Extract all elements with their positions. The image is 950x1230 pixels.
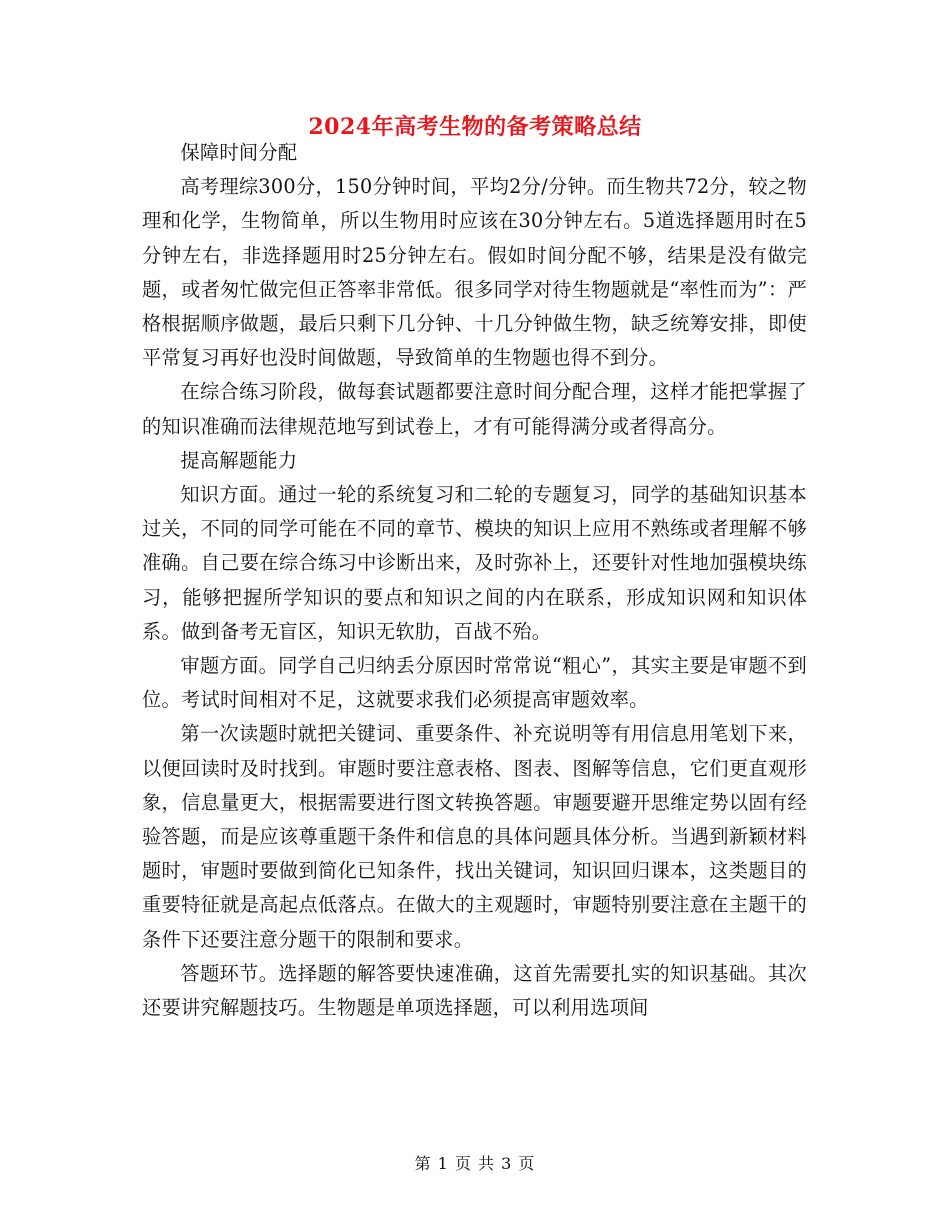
paragraph: 审题方面。同学自己归纳丢分原因时常常说“粗心”，其实主要是审题不到位。考试时间相对不足，这就要求我们必须提高审题效率。 (142, 654, 807, 712)
document-body (142, 136, 807, 1025)
section-heading-ability: 提高解题能力 (180, 448, 298, 472)
paragraph: 第一次读题时就把关键词、重要条件、补充说明等有用信息用笔划下来，以便回读时及时找到。审题时要注意表格、图表、图解等信息，它们更直观形象，信息量更大，根据需要进行图文转换答题。审题要避开思维定势以固有经验答题，而是应该尊重题干条件和信息的具体问题具体分析。当遇到新颖材料题时，审题时要做到简化已知条件，找出关键词，知识回归课本，这类题目的重要特征就是高起点低落点。在做大的主观题时，审题特别要注意在主题干的条件下还要注意分题干的限制和要求。 (142, 722, 807, 951)
section-heading-time: 保障时间分配 (180, 141, 298, 164)
paragraph: 答题环节。选择题的解答要快速准确，这首先需要扎实的知识基础。其次还要讲究解题技巧。生物题是单项选择题，可以利用选项间 (142, 961, 807, 1020)
document-title: 2024年高考生物的备考策略总结 (308, 114, 642, 140)
paragraph: 高考理综300分，150分钟时间，平均2分/分钟。而生物共72分，较之物理和化学，生物简单，所以生物用时应该在30分钟左右。5道选择题用时在5分钟左右，非选择题用时25分钟左右。假如时间分配不够，结果是没有做完题，或者匆忙做完但正答率非常低。很多同学对待生物题就是“率性而为”：严格根据顺序做题，最后只剩下几分钟、十几分钟做生物，缺乏统筹安排，即使平常复习再好也没时间做题，导致简单的生物题也得不到分。 (142, 175, 807, 370)
page-footer: 第 1 页 共 3 页 (414, 1154, 536, 1173)
paragraph: 在综合练习阶段，做每套试题都要注意时间分配合理，这样才能把掌握了的知识准确而法律规范地写到试卷上，才有可能得满分或者得高分。 (142, 380, 807, 438)
paragraph: 知识方面。通过一轮的系统复习和二轮的专题复习，同学的基础知识基本过关，不同的同学可能在不同的章节、模块的知识上应用不熟练或者理解不够准确。自己要在综合练习中诊断出来，及时弥补上，还要针对性地加强模块练习，能够把握所学知识的要点和知识之间的内在联系，形成知识网和知识体系。做到备考无盲区，知识无软肋，百战不殆。 (142, 483, 807, 643)
